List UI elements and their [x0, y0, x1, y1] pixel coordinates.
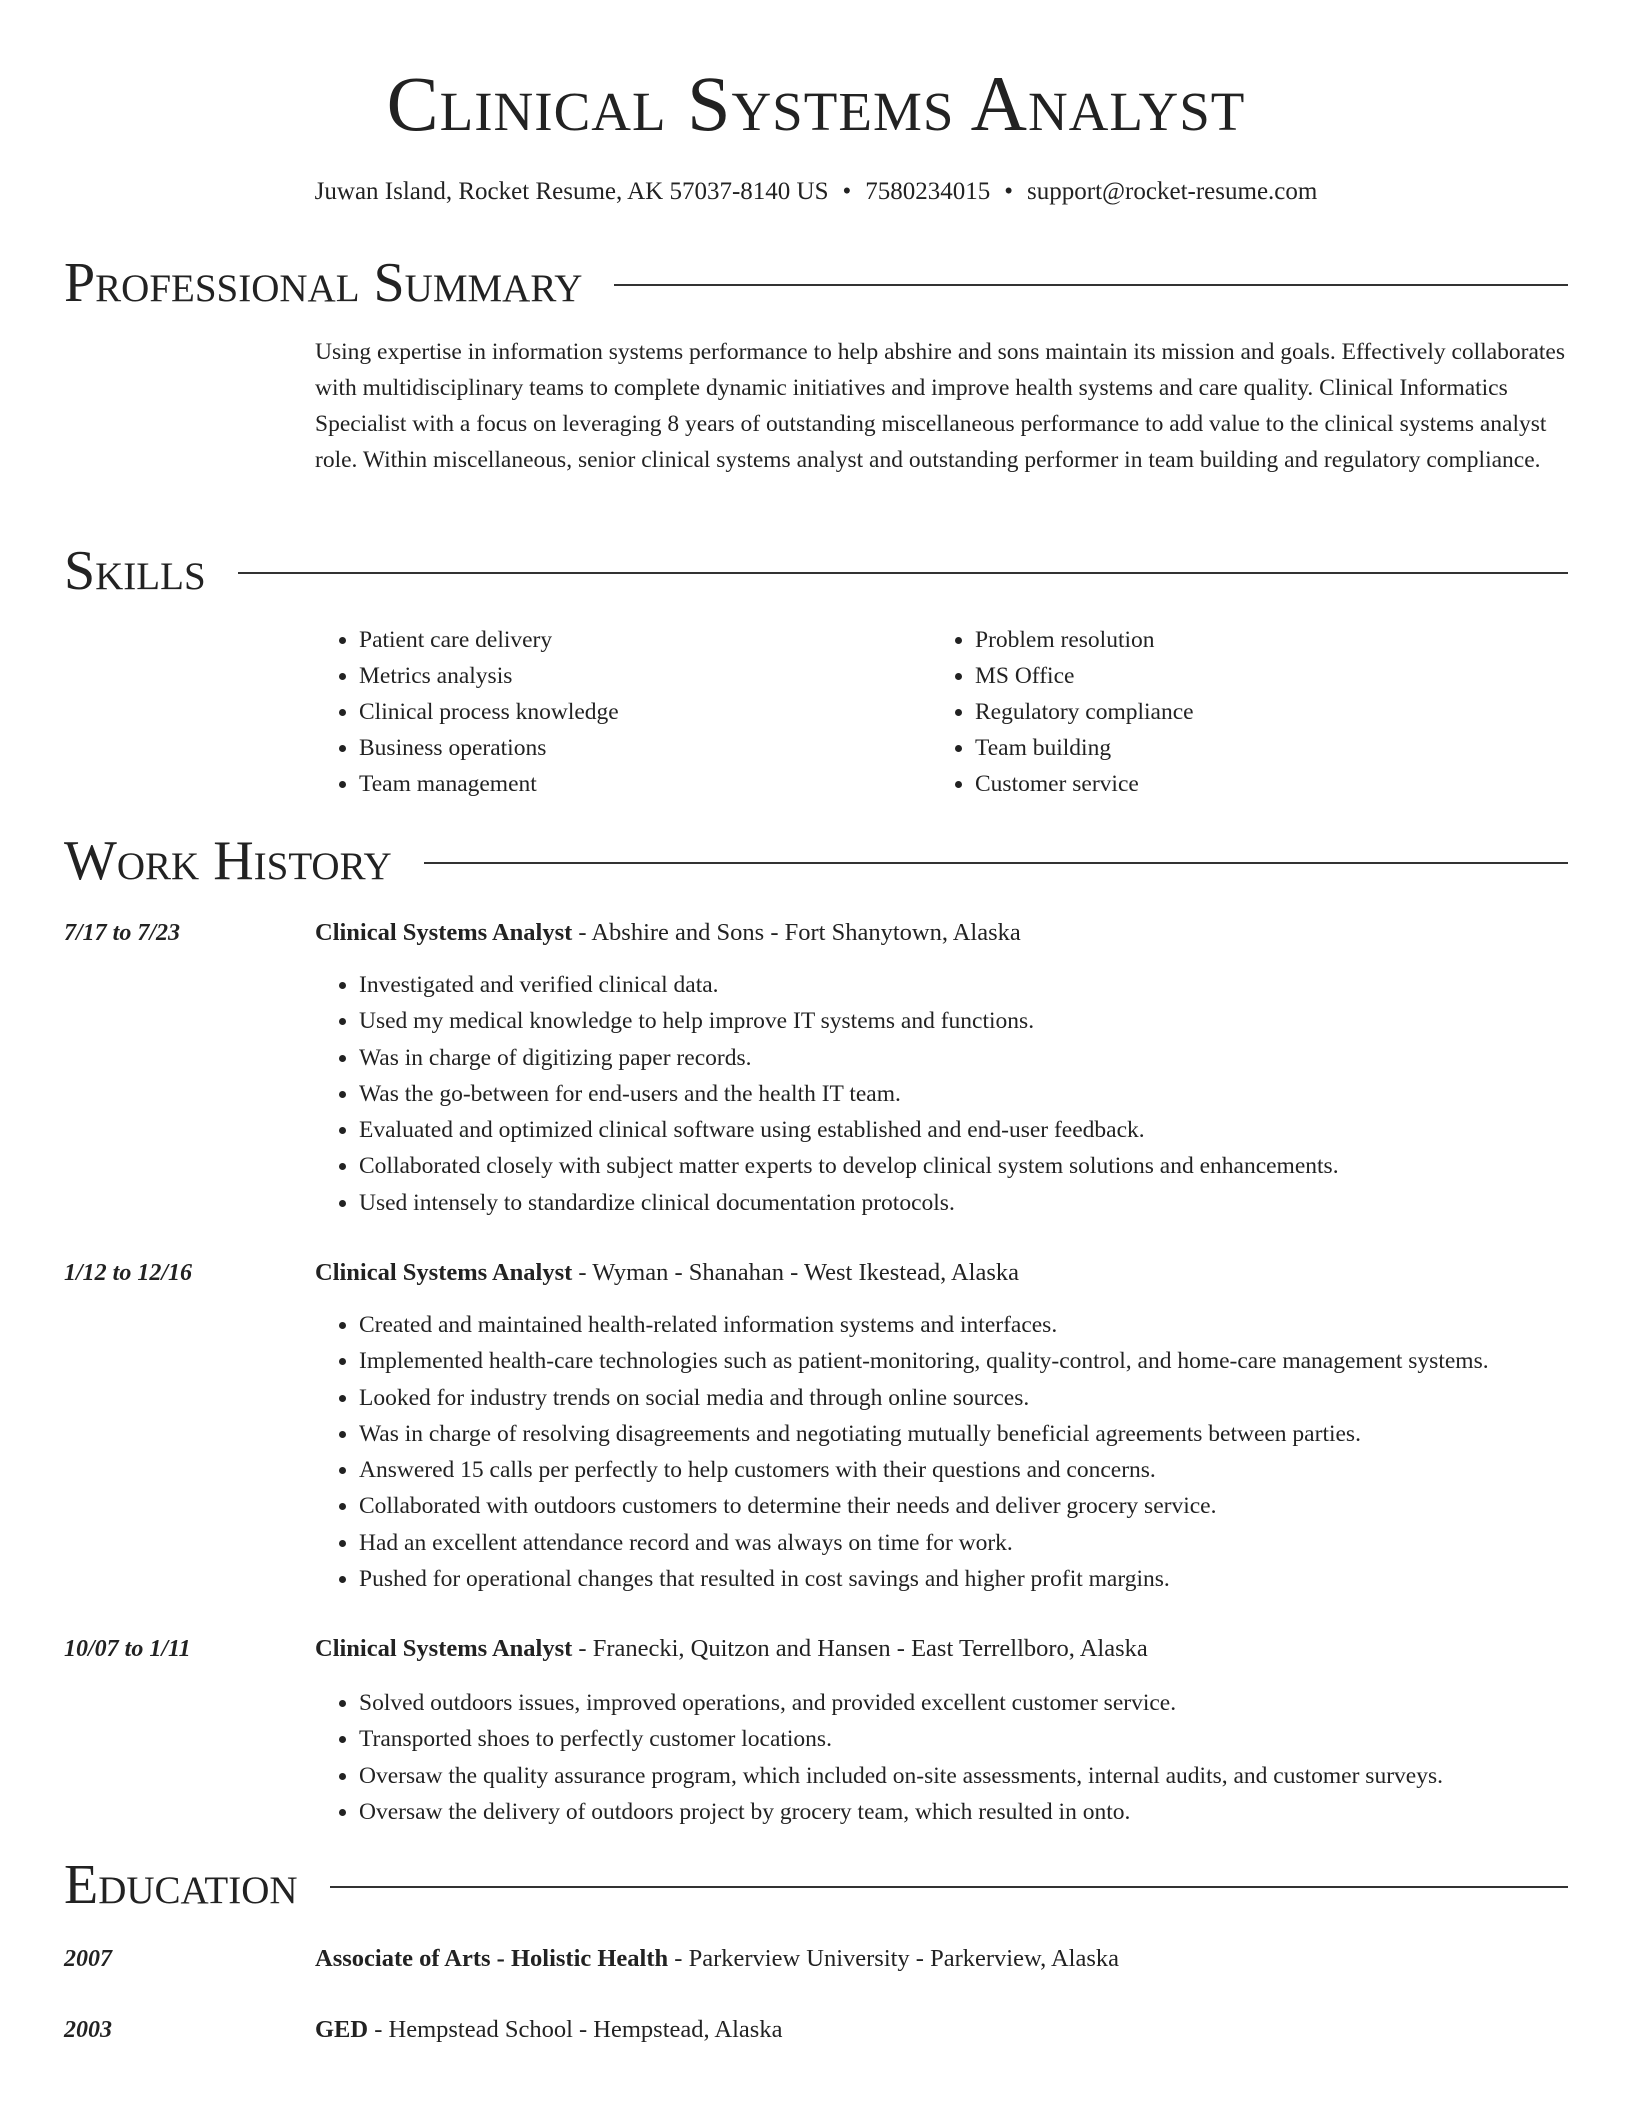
work-section-title: Work History: [64, 830, 392, 892]
contact-line: [64, 172, 1568, 212]
contact-address: Juwan Island, Rocket Resume, AK 57037-8140 US: [314, 178, 829, 205]
skill-item: • Customer service: [975, 766, 1547, 802]
section-divider: [238, 572, 1568, 574]
contact-phone: 7580234015: [865, 178, 991, 205]
skills-column-left: [315, 622, 931, 802]
skills-section-header: [64, 536, 1568, 606]
skills-list: [315, 622, 1568, 802]
job-dates: 1/12 to 12/16: [64, 1260, 193, 1286]
job-bullet: • Had an excellent attendance record and was always on time for work.: [359, 1525, 1568, 1561]
job-bullet: • Was the go-between for end-users and the health IT team.: [359, 1076, 1568, 1112]
job-bullet: • Was in charge of resolving disagreements and negotiating mutually beneficial agreements between parties.: [359, 1416, 1568, 1452]
job-bullet: • Answered 15 calls per perfectly to help customers with their questions and concerns.: [359, 1452, 1568, 1488]
education-year: 2007: [64, 1946, 112, 1972]
skill-item: • Patient care delivery: [359, 622, 931, 658]
education-section-title: Education: [64, 1854, 298, 1916]
job-role: Clinical Systems Analyst: [315, 919, 573, 946]
work-section-header: [64, 826, 1568, 896]
summary-text: Using expertise in information systems performance to help abshire and sons maintain its mission and goals. Effectively collaborates with multidisciplinary teams to complete dynamic initiatives and improve health systems and care quality. Clinical Informatics Specialist with a focus on leveraging 8 years of outstanding miscellaneous performance to add value to the clinical systems analyst role. Within miscellaneous, senior clinical systems analyst and outstanding performer in team building and regulatory compliance.: [315, 339, 1565, 473]
job-bullet: • Looked for industry trends on social media and through online sources.: [359, 1380, 1568, 1416]
contact-email: support@rocket-resume.com: [1027, 178, 1318, 205]
job-bullet: • Collaborated with outdoors customers to determine their needs and deliver grocery service.: [359, 1488, 1568, 1524]
job-bullet: • Transported shoes to perfectly customer locations.: [359, 1721, 1568, 1757]
job-details: - Franecki, Quitzon and Hansen - East Terrellboro, Alaska: [572, 1635, 1148, 1662]
job-details: - Abshire and Sons - Fort Shanytown, Alaska: [572, 919, 1021, 946]
job-bullet: • Used my medical knowledge to help improve IT systems and functions.: [359, 1003, 1568, 1039]
job-role: Clinical Systems Analyst: [315, 1259, 573, 1286]
job-heading: [315, 1631, 1148, 1667]
job-bullet: • Was in charge of digitizing paper records.: [359, 1040, 1568, 1076]
job-bullets: [315, 1685, 1568, 1830]
contact-separator: •: [1004, 178, 1014, 205]
job-heading: [315, 1255, 1019, 1291]
job-bullet: • Used intensely to standardize clinical documentation protocols.: [359, 1185, 1568, 1221]
job-bullet: • Created and maintained health-related information systems and interfaces.: [359, 1307, 1568, 1343]
skill-item: • Metrics analysis: [359, 658, 931, 694]
section-divider: [424, 862, 1568, 864]
summary-section-title: Professional Summary: [64, 252, 583, 314]
job-dates: 10/07 to 1/11: [64, 1636, 191, 1662]
job-bullet: • Solved outdoors issues, improved operations, and provided excellent customer service.: [359, 1685, 1568, 1721]
job-details: - Wyman - Shanahan - West Ikestead, Alaska: [572, 1259, 1020, 1286]
skill-item: • Clinical process knowledge: [359, 694, 931, 730]
skills-section-title: Skills: [64, 540, 206, 602]
job-dates: 7/17 to 7/23: [64, 920, 181, 946]
job-bullet: • Investigated and verified clinical data.: [359, 967, 1568, 1003]
job-bullet: • Implemented health-care technologies such as patient-monitoring, quality-control, and home-care management systems.: [359, 1343, 1568, 1379]
contact-separator: •: [842, 178, 852, 205]
skill-item: • Team building: [975, 730, 1547, 766]
education-details: - Hempstead School - Hempstead, Alaska: [368, 2016, 783, 2043]
skill-item: • MS Office: [975, 658, 1547, 694]
education-section-header: [64, 1850, 1568, 1920]
summary-section-header: [64, 248, 1568, 318]
section-divider: [614, 284, 1568, 286]
skill-item: • Business operations: [359, 730, 931, 766]
job-bullets: [315, 967, 1568, 1221]
job-bullet: • Pushed for operational changes that resulted in cost savings and higher profit margins.: [359, 1561, 1568, 1597]
job-bullet: • Evaluated and optimized clinical software using established and end-user feedback.: [359, 1112, 1568, 1148]
resume-name: Clinical Systems Analyst: [386, 60, 1246, 147]
job-role: Clinical Systems Analyst: [315, 1635, 573, 1662]
job-bullet: • Oversaw the delivery of outdoors project by grocery team, which resulted in onto.: [359, 1794, 1568, 1830]
skill-item: • Team management: [359, 766, 931, 802]
skills-column-right: [931, 622, 1547, 802]
skill-item: • Regulatory compliance: [975, 694, 1547, 730]
job-bullet: • Collaborated closely with subject matter experts to develop clinical system solutions and enhancements.: [359, 1148, 1568, 1184]
education-details: - Parkerview University - Parkerview, Alaska: [668, 1945, 1120, 1972]
job-heading: [315, 915, 1021, 951]
job-bullets: [315, 1307, 1568, 1597]
education-degree: GED: [315, 2016, 369, 2043]
education-degree: Associate of Arts - Holistic Health: [315, 1945, 669, 1972]
education-heading: [315, 1941, 1119, 1977]
section-divider: [330, 1886, 1568, 1888]
job-bullet: • Oversaw the quality assurance program, which included on-site assessments, internal audits, and customer surveys.: [359, 1758, 1568, 1794]
education-year: 2003: [64, 2017, 112, 2043]
education-heading: [315, 2012, 782, 2048]
skill-item: • Problem resolution: [975, 622, 1547, 658]
